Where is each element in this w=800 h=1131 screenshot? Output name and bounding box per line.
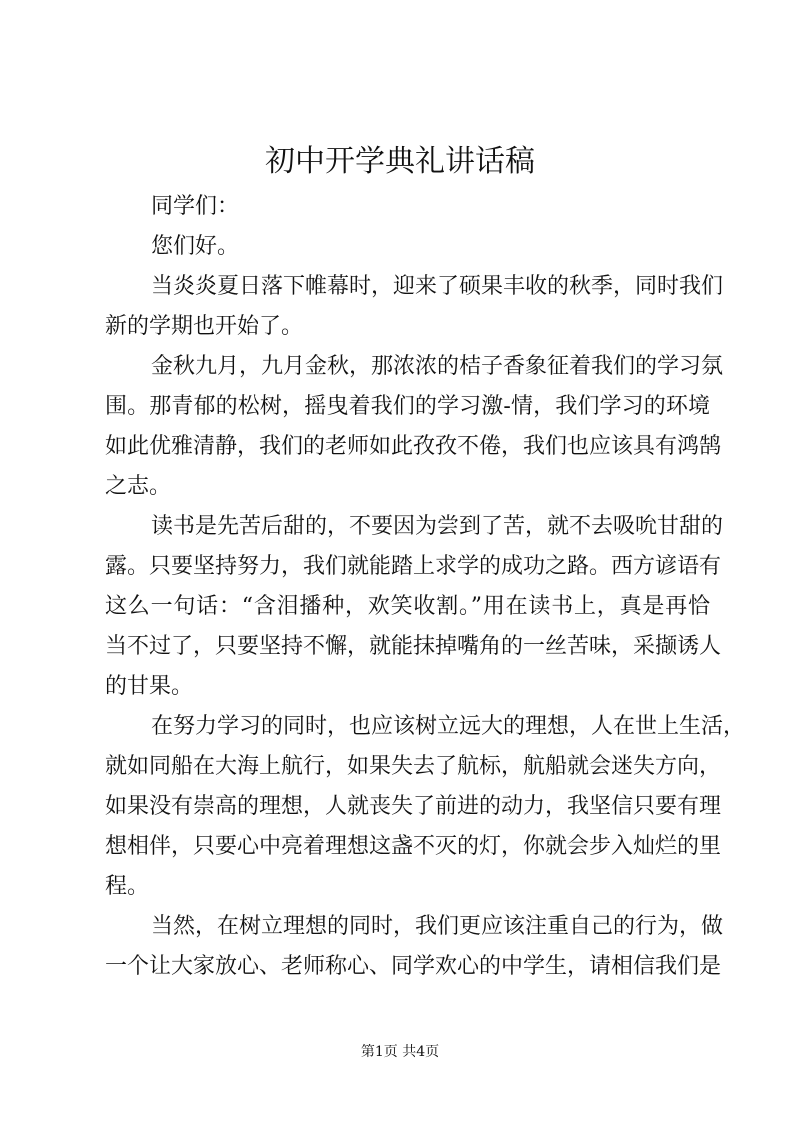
document-title: 初中开学典礼讲话稿 (265, 144, 535, 179)
text-line: 当然，在树立理想的同时，我们更应该注重自己的行为，做 (151, 914, 724, 939)
paragraph (105, 347, 724, 507)
text-line: 一个让大家放心、老师称心、同学欢心的中学生，请相信我们是 (105, 954, 722, 979)
text-line: 的甘果。 (105, 674, 194, 699)
text-line: 想相伴，只要心中亮着理想这盏不灭的灯，你就会步入灿烂的里 (105, 834, 722, 859)
text-line: 新的学期也开始了。 (105, 314, 304, 339)
text-line: 当不过了，只要坚持不懈，就能抹掉嘴角的一丝苦味，采撷诱人 (105, 634, 722, 659)
text-line: 在努力学习的同时，也应该树立远大的理想，人在世上生活， (151, 714, 746, 739)
text-line: 露。只要坚持努力，我们就能踏上求学的成功之路。西方谚语有 (105, 554, 722, 579)
page-footer: 第1页 共4页 (360, 1044, 440, 1060)
text-line: 程。 (105, 874, 150, 899)
paragraph (105, 227, 710, 267)
text-line: 围。那青郁的松树，摇曳着我们的学习激-情，我们学习的环境 (105, 394, 710, 419)
text-line: 如此优雅清静，我们的老师如此孜孜不倦，我们也应该具有鸿鹄 (105, 434, 722, 459)
text-line: 如果没有崇高的理想，人就丧失了前进的动力，我坚信只要有理 (105, 794, 722, 819)
text-line: 之志。 (105, 474, 172, 499)
paragraph (105, 707, 746, 907)
text-line: 当炎炎夏日落下帷幕时，迎来了硕果丰收的秋季，同时我们 (151, 274, 724, 299)
text-line: 就如同船在大海上航行，如果失去了航标，航船就会迷失方向， (105, 754, 722, 779)
paragraph (105, 507, 724, 707)
text-line: 读书是先苦后甜的，不要因为尝到了苦，就不去吸吮甘甜的 (151, 514, 724, 539)
text-line: 这么一句话：“含泪播种，欢笑收割。”用在读书上，真是再恰 (105, 594, 710, 619)
text-line: 您们好。 (151, 234, 240, 259)
paragraph (105, 267, 724, 347)
document-body (105, 187, 746, 987)
paragraph (105, 907, 724, 987)
text-line: 同学们： (151, 194, 240, 219)
paragraph (105, 187, 710, 227)
text-line: 金秋九月，九月金秋，那浓浓的桔子香象征着我们的学习氛 (151, 354, 724, 379)
